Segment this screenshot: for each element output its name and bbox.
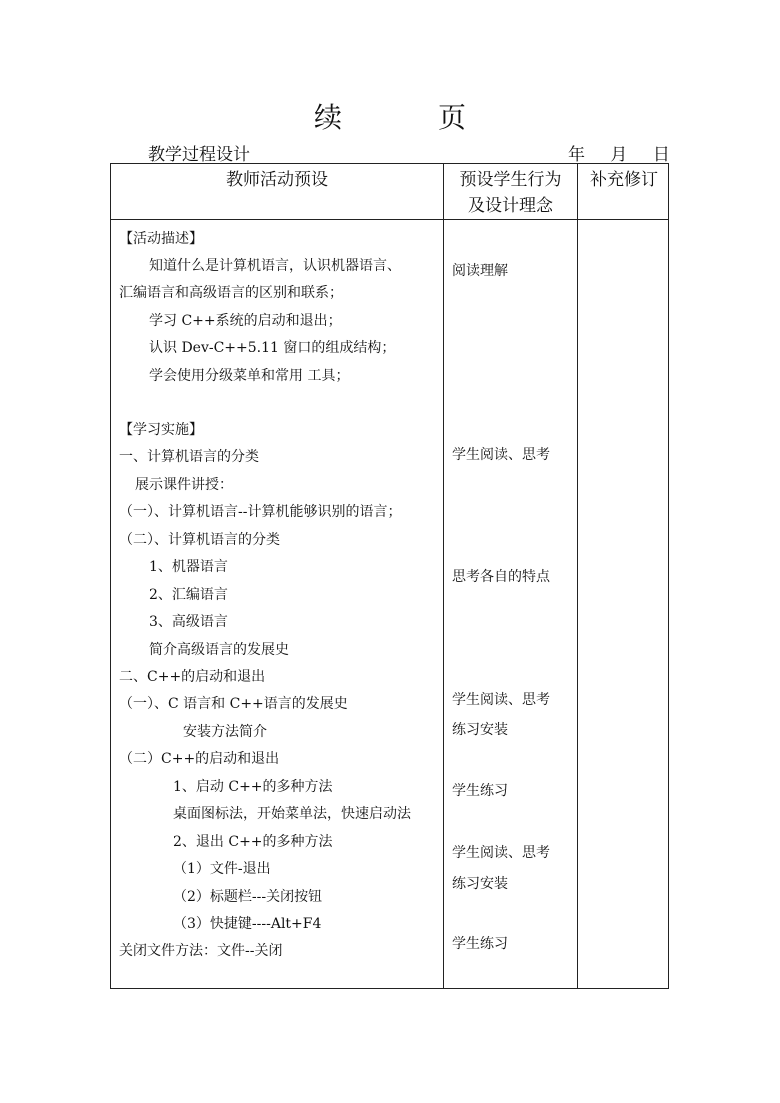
student-line: 学生练习 [452, 936, 508, 952]
teacher-line: 【活动描述】 [119, 231, 203, 247]
teacher-line: 学会使用分级菜单和常用 工具； [149, 368, 350, 384]
column-divider [577, 164, 578, 988]
page-title: 续 页 [313, 101, 500, 134]
student-line: 练习安装 [452, 722, 508, 738]
header-teacher-activity: 教师活动预设 [226, 170, 328, 190]
teacher-line: 关闭文件方法：文件--关闭 [119, 943, 283, 959]
date-year-label: 年 [568, 145, 585, 165]
header-student-behavior-line2: 及设计理念 [468, 196, 553, 216]
teacher-line: 2、退出 C++的多种方法 [173, 834, 333, 850]
teacher-line: 简介高级语言的发展史 [149, 642, 289, 658]
lesson-table [110, 163, 669, 989]
teacher-line: （二）C++的启动和退出 [119, 751, 280, 767]
student-line: 阅读理解 [452, 263, 508, 279]
student-line: 思考各自的特点 [452, 569, 550, 585]
student-line: 学生阅读、思考 [452, 692, 550, 708]
teacher-line: 安装方法简介 [183, 724, 267, 740]
student-line: 学生阅读、思考 [452, 845, 550, 861]
header-supplement: 补充修订 [590, 170, 658, 190]
teacher-line: 3、高级语言 [149, 614, 228, 630]
teacher-line: （一）、C 语言和 C++语言的发展史 [119, 696, 348, 712]
teacher-line: （一）、计算机语言--计算机能够识别的语言； [119, 504, 402, 520]
teacher-line: （1）文件-退出 [173, 861, 271, 877]
teacher-line: 学习 C++系统的启动和退出； [149, 313, 342, 329]
teacher-line: 知道什么是计算机语言，认识机器语言、 [149, 258, 401, 274]
header-divider [111, 219, 668, 220]
teacher-line: （3）快捷键----Alt+F4 [173, 916, 322, 932]
date-month-label: 月 [610, 145, 628, 165]
teacher-line: （二）、计算机语言的分类 [119, 532, 280, 548]
teacher-line: 桌面图标法，开始菜单法，快速启动法 [173, 806, 411, 822]
date-label [568, 140, 670, 165]
student-line: 练习安装 [452, 876, 508, 892]
teacher-line: 汇编语言和高级语言的区别和联系； [119, 285, 343, 301]
section-label: 教学过程设计 [148, 145, 250, 165]
date-day-label: 日 [652, 145, 670, 165]
student-line: 学生阅读、思考 [452, 447, 550, 463]
student-line: 学生练习 [452, 783, 508, 799]
teacher-line: 二、C++的启动和退出 [119, 669, 266, 685]
teacher-line: 认识 Dev-C++5.11 窗口的组成结构； [149, 340, 396, 356]
teacher-line: 1、机器语言 [149, 559, 228, 575]
teacher-line: 1、启动 C++的多种方法 [173, 779, 333, 795]
teacher-line: 一、计算机语言的分类 [119, 449, 259, 465]
column-divider [443, 164, 444, 988]
teacher-line: 2、汇编语言 [149, 587, 228, 603]
header-student-behavior-line1: 预设学生行为 [459, 170, 562, 190]
teacher-line: （2）标题栏---关闭按钮 [173, 889, 323, 905]
teacher-line: 【学习实施】 [119, 422, 203, 438]
teacher-line: 展示课件讲授： [135, 477, 233, 493]
